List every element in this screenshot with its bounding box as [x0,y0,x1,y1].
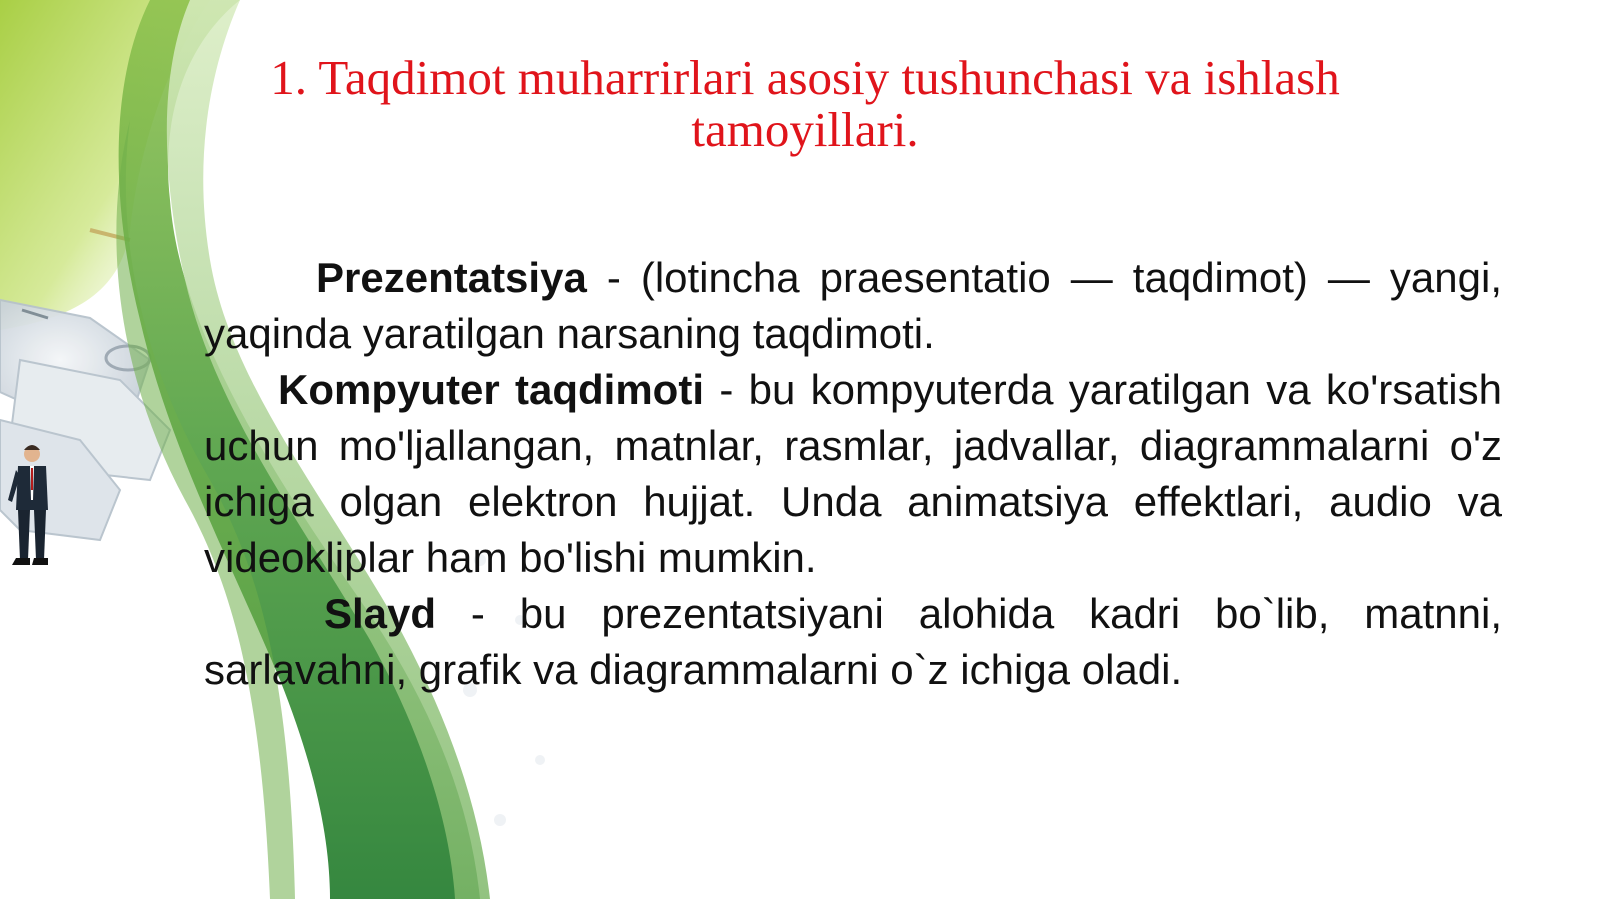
definition-prezentatsiya: - (lotincha praesentatio — taqdimot) — yangi, yaqinda yaratilgan narsaning taqdimoti. [204,254,1502,357]
definition-slayd: - bu prezentatsiyani alohida kadri bo`lib, matnni, sarlavahni, grafik va diagrammalarni o`z ichiga oladi. [204,590,1502,693]
definition-kompyuter-taqdimoti: - bu kompyuterda yaratilgan va ko'rsatish uchun mo'ljallangan, matnlar, rasmlar, jadvallar, diagrammalarni o'z ichiga olgan elektron hujjat. Unda animatsiya effektlari, audio va videokliplar ham bo'lishi mumkin. [204,366,1502,581]
term-kompyuter-taqdimoti: Kompyuter taqdimoti [278,366,704,413]
paragraph-kompyuter-taqdimoti [204,362,1502,586]
term-slayd: Slayd [324,590,437,637]
slide-title: 1. Taqdimot muharrirlari asosiy tushunchasi va ishlash tamoyillari. [270,50,1340,157]
slide-body [204,250,1502,698]
paragraph-slayd [204,586,1502,698]
term-prezentatsiya: Prezentatsiya [316,254,587,301]
paragraph-prezentatsiya [204,250,1502,362]
